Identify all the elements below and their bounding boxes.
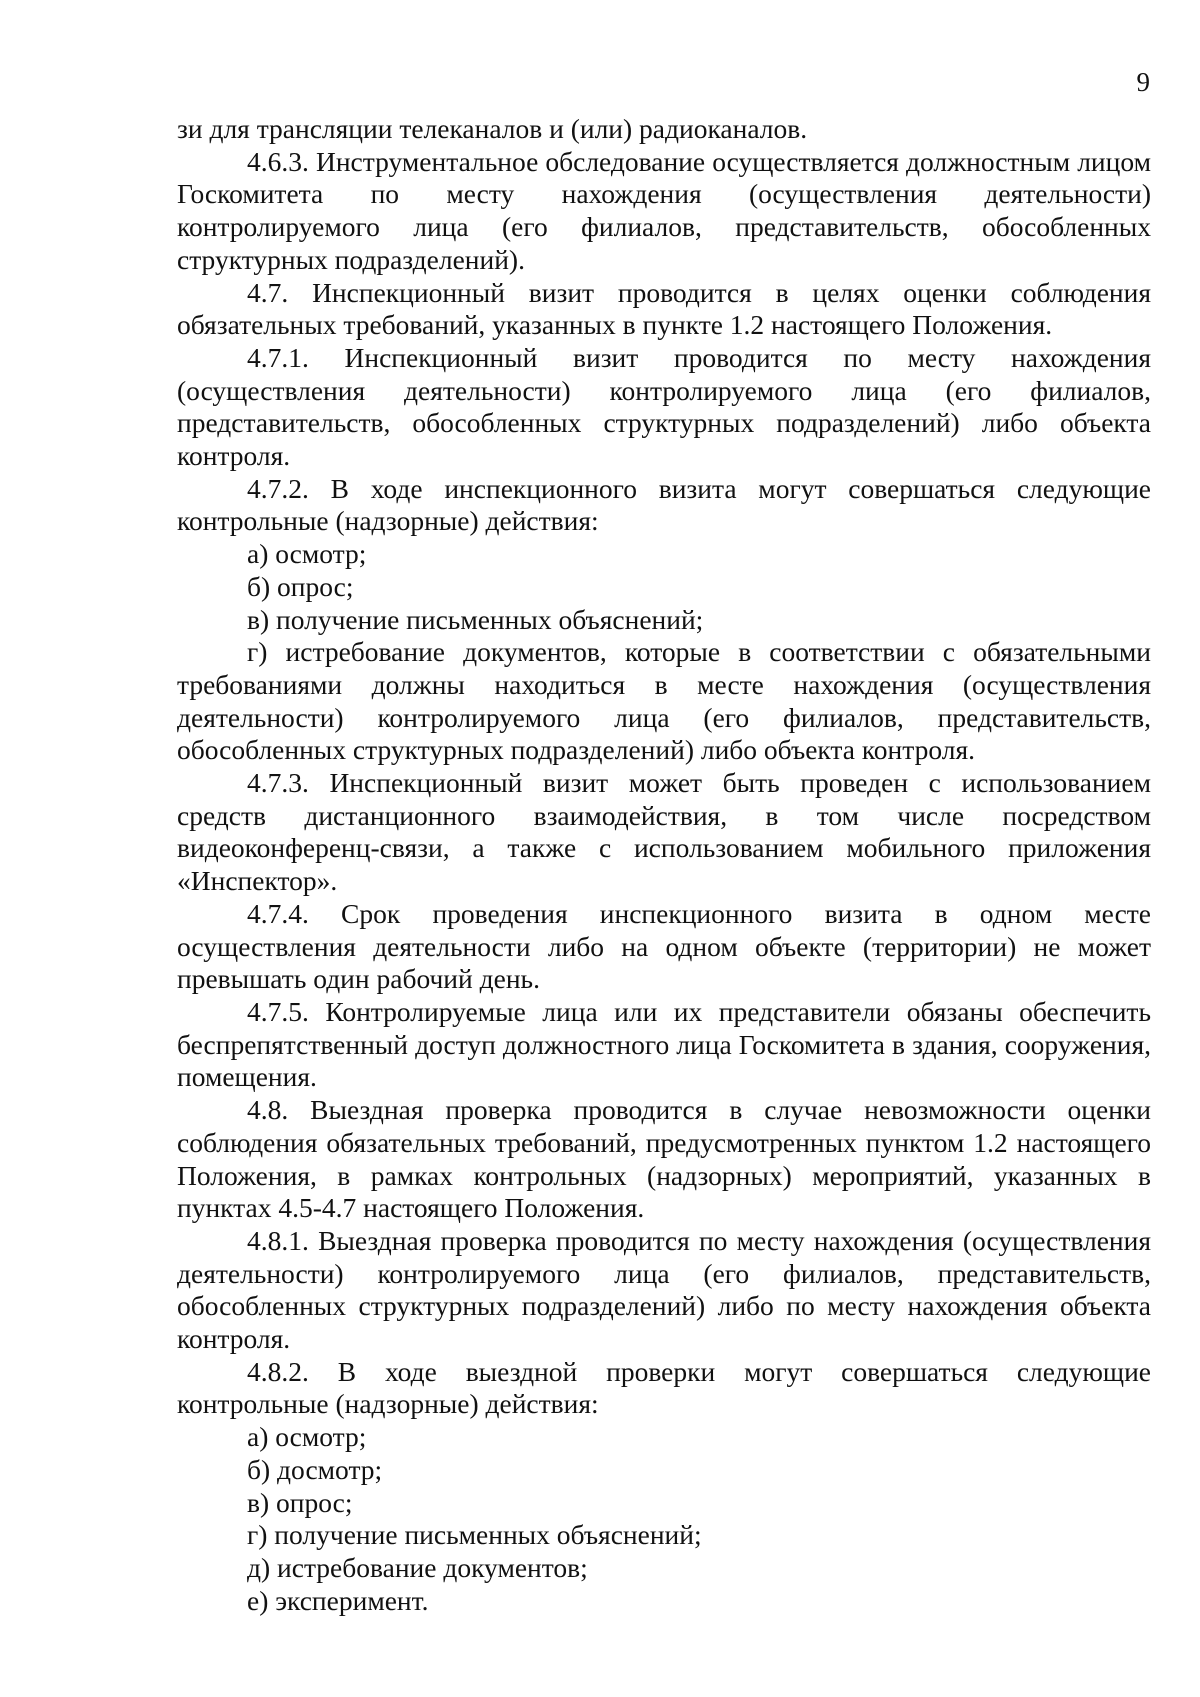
list-item-4-7-2-a: а) осмотр; bbox=[247, 538, 367, 570]
list-item-4-7-2-b: б) опрос; bbox=[247, 570, 354, 602]
list-item-4-8-2-g: г) получение письменных объяснений; bbox=[247, 1519, 702, 1551]
list-item-4-8-2-v: в) опрос; bbox=[247, 1486, 353, 1518]
list-item-4-7-2-v: в) получение письменных объяснений; bbox=[247, 603, 704, 635]
paragraph-4-7-4: 4.7.4. Срок проведения инспекционного визита в одном месте осуществления деятельности либо на одном объекте (территории) не может превышать один рабочий день. bbox=[177, 897, 1151, 995]
paragraph-4-8: 4.8. Выездная проверка проводится в случае невозможности оценки соблюдения обязательных требований, предусмотренных пунктом 1.2 настоящего Положения, в рамках контрольных (надзорных) мероприятий, указанных в пунктах 4.5-4.7 настоящего Положения. bbox=[177, 1094, 1151, 1224]
list-item-4-8-2-d: д) истребование документов; bbox=[247, 1551, 588, 1583]
document-body bbox=[177, 113, 1151, 1617]
paragraph-4-7: 4.7. Инспекционный визит проводится в целях оценки соблюдения обязательных требований, указанных в пункте 1.2 настоящего Положения. bbox=[177, 276, 1151, 341]
paragraph-continuation: зи для трансляции телеканалов и (или) радиоканалов. bbox=[177, 113, 808, 144]
paragraph-4-7-2: 4.7.2. В ходе инспекционного визита могут совершаться следующие контрольные (надзорные) действия: bbox=[177, 472, 1151, 537]
paragraph-4-8-2: 4.8.2. В ходе выездной проверки могут совершаться следующие контрольные (надзорные) действия: bbox=[177, 1355, 1151, 1420]
paragraph-4-8-1: 4.8.1. Выездная проверка проводится по месту нахождения (осуществления деятельности) контролируемого лица (его филиалов, представительств, обособленных структурных подразделений) либо по месту нахождения объекта контроля. bbox=[177, 1224, 1151, 1355]
list-item-4-8-2-e: е) эксперимент. bbox=[247, 1584, 429, 1616]
paragraph-4-7-3: 4.7.3. Инспекционный визит может быть проведен с использованием средств дистанционного взаимодействия, в том числе посредством видеоконференц-связи, а также с использованием мобильного приложения «Инспектор». bbox=[177, 767, 1151, 897]
list-item-4-7-2-g: г) истребование документов, которые в соответствии с обязательными требованиями должны находиться в месте нахождения (осуществления деятельности) контролируемого лица (его филиалов, представительств, обособленных структурных подразделений) либо объекта контроля. bbox=[177, 636, 1151, 766]
list-item-4-8-2-a: а) осмотр; bbox=[247, 1421, 367, 1453]
paragraph-4-6-3: 4.6.3. Инструментальное обследование осуществляется должностным лицом Госкомитета по месту нахождения (осуществления деятельности) контролируемого лица (его филиалов, представительств, обособленных структурных подразделений). bbox=[177, 145, 1151, 275]
paragraph-4-7-5: 4.7.5. Контролируемые лица или их представители обязаны обеспечить беспрепятственный доступ должностного лица Госкомитета в здания, сооружения, помещения. bbox=[177, 995, 1151, 1093]
paragraph-4-7-1: 4.7.1. Инспекционный визит проводится по месту нахождения (осуществления деятельности) контролируемого лица (его филиалов, представительств, обособленных структурных подразделений) либо объекта контроля. bbox=[177, 341, 1151, 472]
page-number: 9 bbox=[1136, 67, 1150, 97]
list-item-4-8-2-b: б) досмотр; bbox=[247, 1453, 383, 1485]
